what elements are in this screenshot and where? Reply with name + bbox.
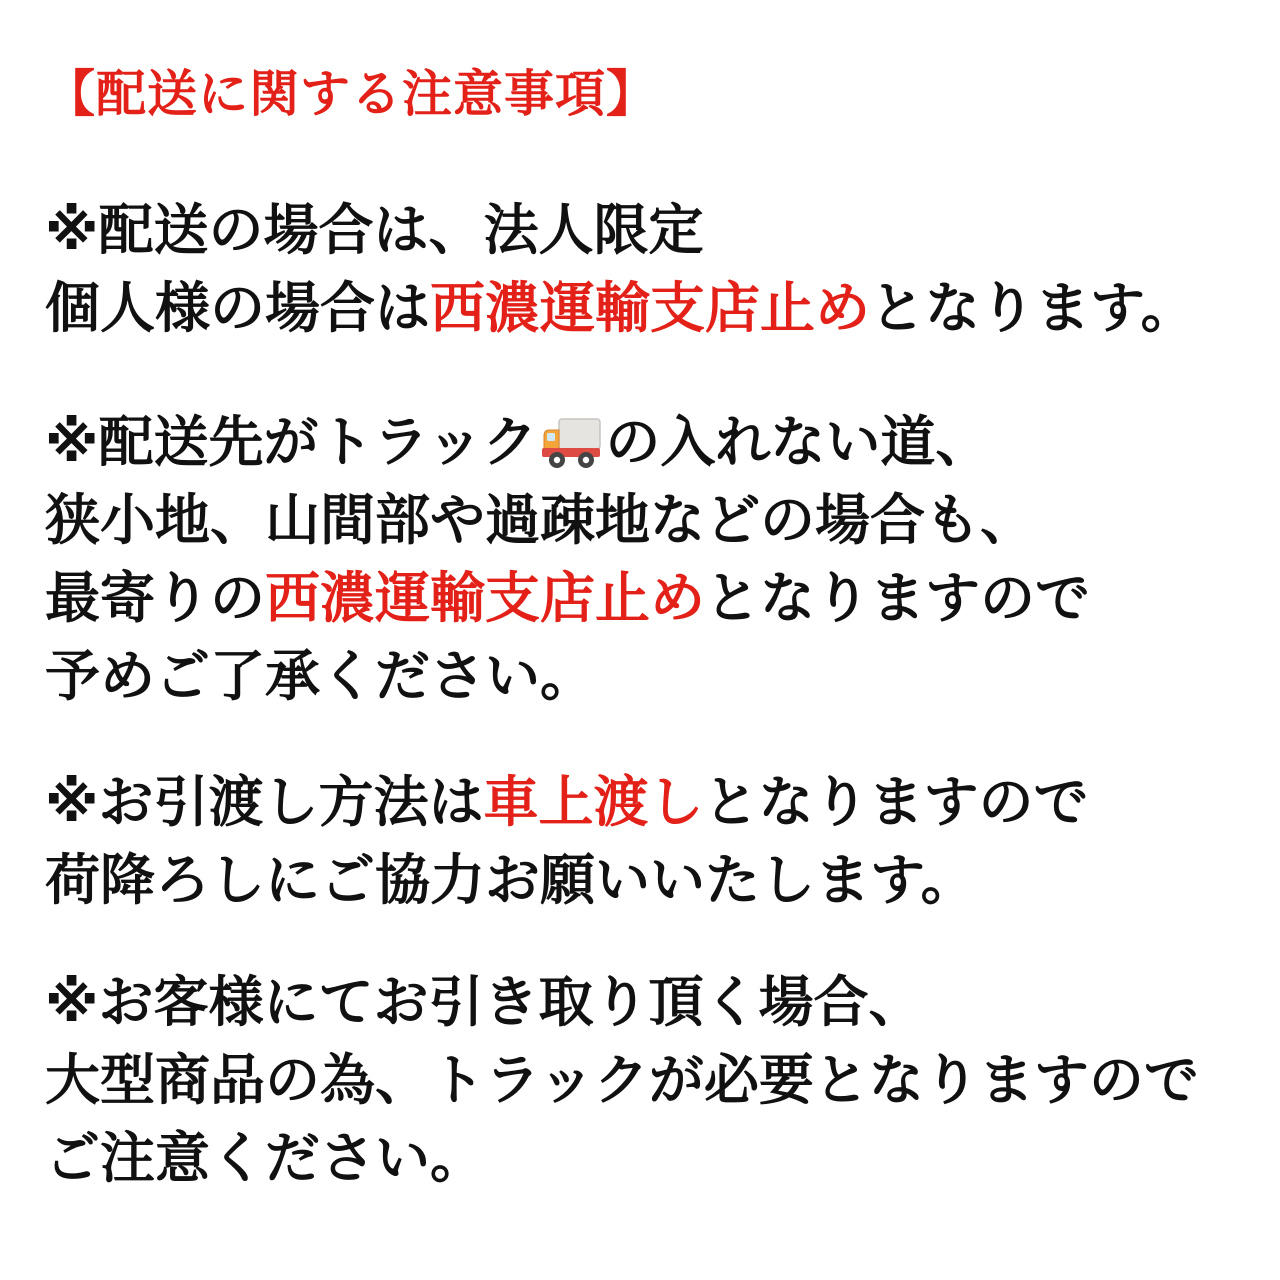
highlighted-text-segment: 西濃運輸支店止め (265, 566, 706, 630)
text-line (45, 963, 1240, 1041)
text-segment: 個人様の場合は (45, 276, 431, 340)
section-delivery-corporate-only (45, 191, 1240, 347)
text-segment: の入れない道、 (605, 410, 991, 474)
text-segment: 狭小地、山間部や過疎地などの場合も、 (45, 488, 1036, 552)
text-line (45, 481, 1240, 559)
text-segment: ※配送の場合は、法人限定 (45, 198, 704, 262)
text-segment: 予めご了承ください。 (45, 644, 596, 708)
text-segment: となりますので (703, 770, 1089, 834)
text-line (45, 403, 1240, 481)
text-line (45, 1041, 1240, 1119)
text-line (45, 637, 1240, 715)
highlighted-text-segment: 車上渡し (483, 770, 704, 834)
text-segment: 最寄りの (45, 566, 266, 630)
text-line (45, 763, 1240, 841)
section-customer-pickup (45, 963, 1240, 1197)
text-segment: となりますので (705, 566, 1091, 630)
text-line (45, 1119, 1240, 1197)
text-segment: 荷降ろしにご協力お願いいたします。 (45, 848, 976, 912)
notice-title: 【配送に関する注意事項】 (45, 65, 657, 123)
text-segment: ※お客様にてお引き取り頂く場合、 (45, 970, 924, 1034)
truck-window (547, 433, 555, 441)
text-segment: 大型商品の為、トラックが必要となりますので (45, 1048, 1199, 1112)
highlighted-text-segment: 西濃運輸支店止め (430, 276, 871, 340)
text-segment: ご注意ください。 (45, 1126, 486, 1190)
text-segment: ※お引渡し方法は (45, 770, 484, 834)
delivery-truck-emoji-icon (540, 411, 602, 463)
text-line (45, 841, 1240, 919)
section-handover-method (45, 763, 1240, 919)
truck-cargo-box (559, 419, 600, 449)
text-segment: となります。 (870, 276, 1196, 340)
text-line (45, 269, 1240, 347)
text-line (45, 559, 1240, 637)
text-segment: ※配送先がトラック (45, 410, 538, 474)
section-truck-access-restriction (45, 403, 1240, 715)
text-line (45, 191, 1240, 269)
